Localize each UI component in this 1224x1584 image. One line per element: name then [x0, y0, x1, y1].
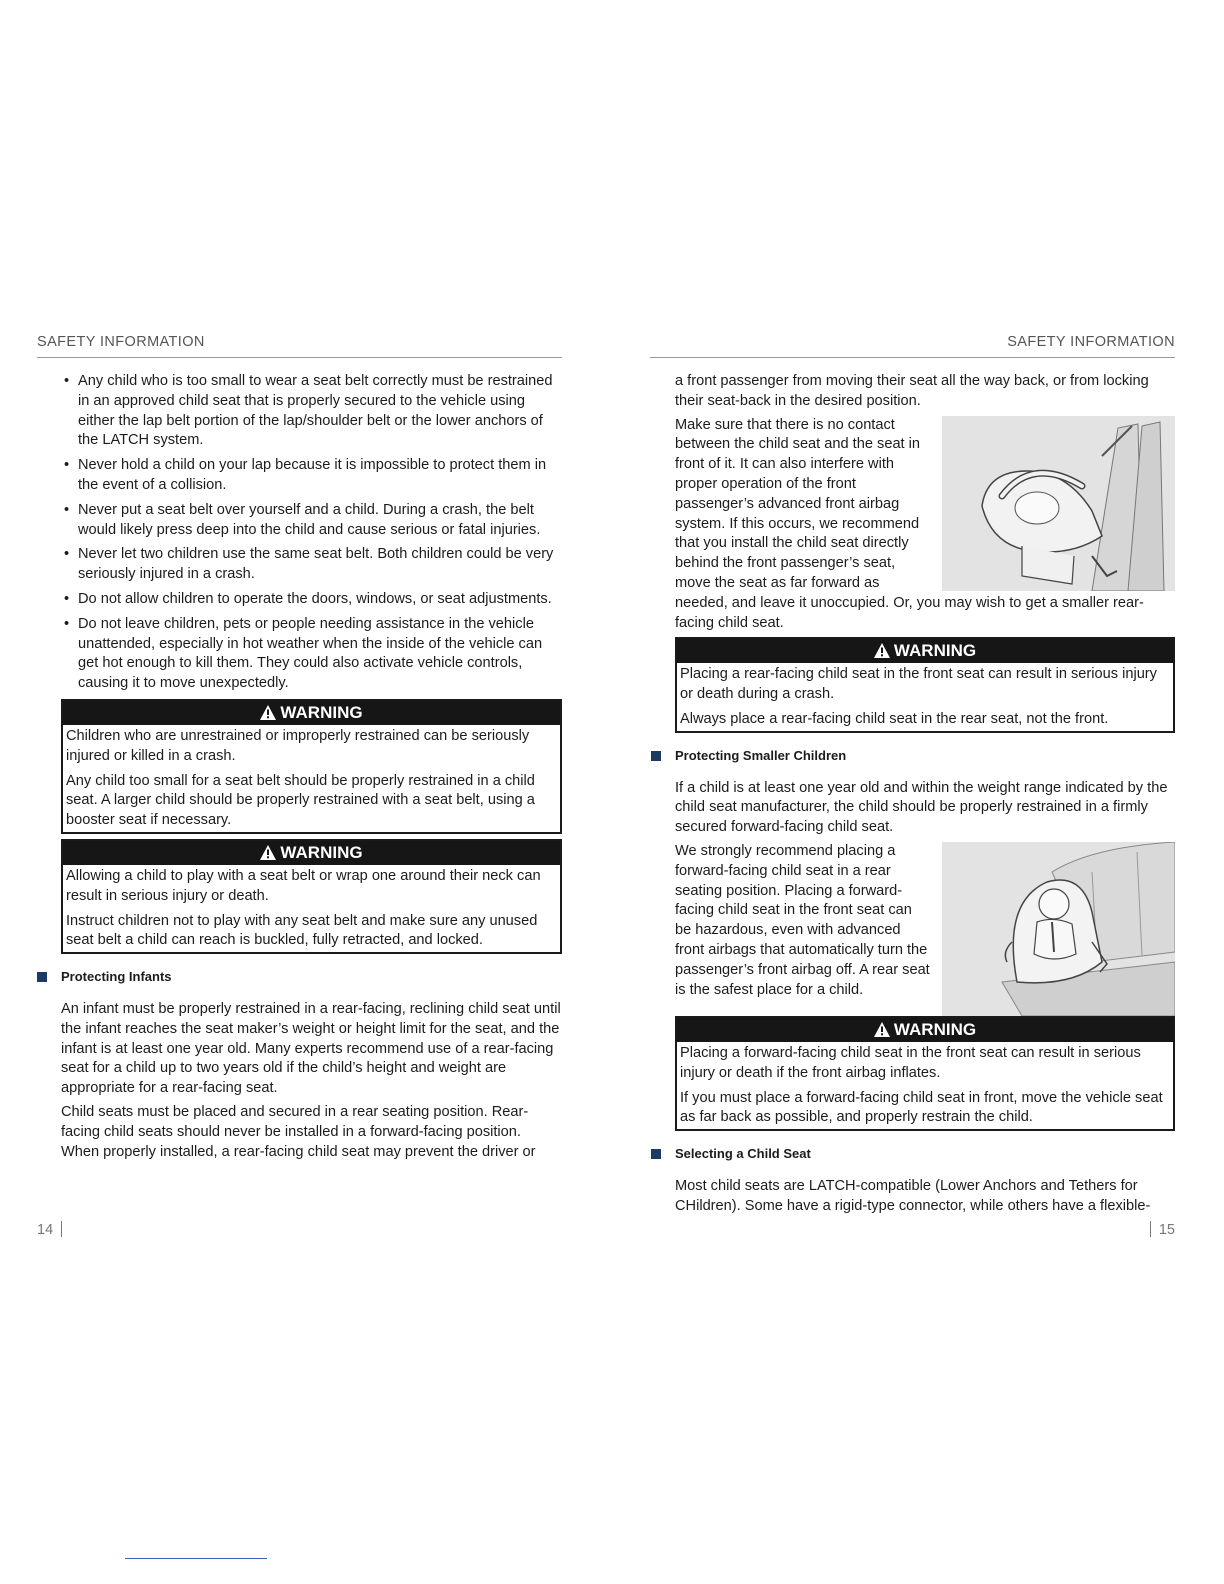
warning-triangle-icon [260, 845, 276, 860]
list-item: • Never put a seat belt over yourself and a child. During a crash, the belt would likely press deep into the child and cause serious or fatal injuries. [64, 501, 541, 538]
forward-facing-seat-drawing [942, 842, 1175, 1016]
header-divider [37, 357, 562, 358]
forward-facing-block [675, 842, 1175, 1000]
list-item: • Never hold a child on your lap because it is impossible to protect them in the event of a collision. [64, 457, 547, 493]
section-square-icon [37, 972, 47, 982]
page-header-title: SAFETY INFORMATION [1007, 334, 1175, 350]
warning-body: Placing a rear-facing child seat in the front seat can result in serious injury or death during a crash. Always place a rear-facing child seat in the rear seat, not the front. [680, 666, 1157, 727]
rear-facing-seat-drawing [942, 416, 1175, 591]
page-number: 15 [1142, 1221, 1175, 1238]
paragraph: a front passenger from moving their seat all the way back, or from locking their seat-back in the desired position. [675, 373, 1149, 409]
paragraph: We strongly recommend placing a forward-facing child seat in a rear seating position. Placing a forward-facing child seat in the front seat can be hazardous, even with advanced front airbags that automatically turn the passenger’s front airbag off. A rear seat is the safest place for a child. [675, 842, 930, 998]
section-square-icon [651, 751, 661, 761]
warning-header: WARNING [63, 701, 560, 725]
list-item: • Never let two children use the same seat belt. Both children could be very seriously injured in a crash. [64, 546, 554, 583]
left-page-content [61, 372, 562, 1166]
section-heading-protecting-smaller-children: Protecting Smaller Children [675, 746, 1175, 766]
forward-facing-child-seat-illustration [942, 842, 1175, 1016]
warning-triangle-icon [260, 705, 276, 720]
warning-box-forward-facing-front [675, 1016, 1175, 1131]
right-page [612, 0, 1224, 1584]
paragraph: Most child seats are LATCH-compatible (Lower Anchors and Tethers for CHildren). Some have a rigid-type connector, while others have a flexible- [675, 1177, 1151, 1214]
page-number: 14 [37, 1221, 70, 1238]
warning-body: Children who are unrestrained or improperly restrained can be seriously injured or killed in a crash. Any child too small for a seat belt should be properly restrained in a child seat. A larger child should be properly restrained with a seat belt, using a booster seat if necessary. [66, 727, 535, 829]
paragraph: If a child is at least one year old and within the weight range indicated by the child seat manufacturer, the child should be properly restrained in a firmly secured forward-facing child seat. [675, 779, 1168, 836]
list-item: • Do not allow children to operate the doors, windows, or seat adjustments. [64, 590, 552, 607]
rear-facing-child-seat-illustration [942, 416, 1175, 591]
section-heading-protecting-infants: Protecting Infants [61, 967, 562, 987]
warning-header: WARNING [677, 1018, 1173, 1042]
header-divider [650, 357, 1175, 358]
contact-block [675, 416, 1175, 634]
warning-header: WARNING [677, 639, 1173, 663]
warning-header: WARNING [63, 841, 560, 865]
right-page-content [675, 372, 1175, 1221]
warning-box-seat-belt-play [61, 839, 562, 954]
footer-rule [125, 1558, 267, 1559]
section-heading-selecting-child-seat: Selecting a Child Seat [675, 1144, 1175, 1164]
warning-triangle-icon [874, 643, 890, 658]
safety-bullet-list [61, 372, 562, 694]
page-number-separator [61, 1221, 62, 1237]
page-number-separator [1150, 1221, 1151, 1237]
paragraph: An infant must be properly restrained in a rear-facing, reclining child seat until the infant reaches the seat maker’s weight or height limit for the seat, and the infant is at least one year old. Many experts recommend use of a rear-facing seat for a child up to two years old if the child’s height and weight are appropriate for a rear-facing seat. [61, 1000, 561, 1097]
paragraph: Child seats must be placed and secured in a rear seating position. Rear-facing child seats should never be installed in a forward-facing position. When properly installed, a rear-facing child seat may prevent the driver or [61, 1103, 536, 1160]
paragraph: Make sure that there is no contact between the child seat and the seat in front of it. It can also interfere with proper operation of the front passenger’s advanced front airbag system. If this occurs, we recommend that you install the child seat directly behind the front passenger’s seat, move the seat as far forward as needed, and leave it unoccupied. Or, you may wish to get a smaller rear-facing child seat. [675, 416, 1144, 631]
page-header-title: SAFETY INFORMATION [37, 334, 205, 350]
warning-box-rear-facing-front [675, 637, 1175, 732]
warning-body: Placing a forward-facing child seat in the front seat can result in serious injury or death if the front airbag inflates. If you must place a forward-facing child seat in front, move the vehicle seat as far back as possible, and properly restrain the child. [680, 1044, 1163, 1126]
warning-body: Allowing a child to play with a seat belt or wrap one around their neck can result in serious injury or death. Instruct children not to play with any seat belt and make sure any unused seat belt a child can reach is buckled, fully retracted, and locked. [66, 867, 541, 949]
list-item: • Do not leave children, pets or people needing assistance in the vehicle unattended, especially in hot weather when the inside of the vehicle can get hot enough to kill them. They could also activate vehicle controls, causing it to move unexpectedly. [64, 615, 543, 692]
section-square-icon [651, 1149, 661, 1159]
warning-triangle-icon [874, 1022, 890, 1037]
list-item: • Any child who is too small to wear a seat belt correctly must be restrained in an approved child seat that is properly secured to the vehicle using either the lap belt portion of the lap/shoulder belt or the lower anchors of the LATCH system. [64, 373, 553, 449]
warning-box-unrestrained [61, 699, 562, 834]
